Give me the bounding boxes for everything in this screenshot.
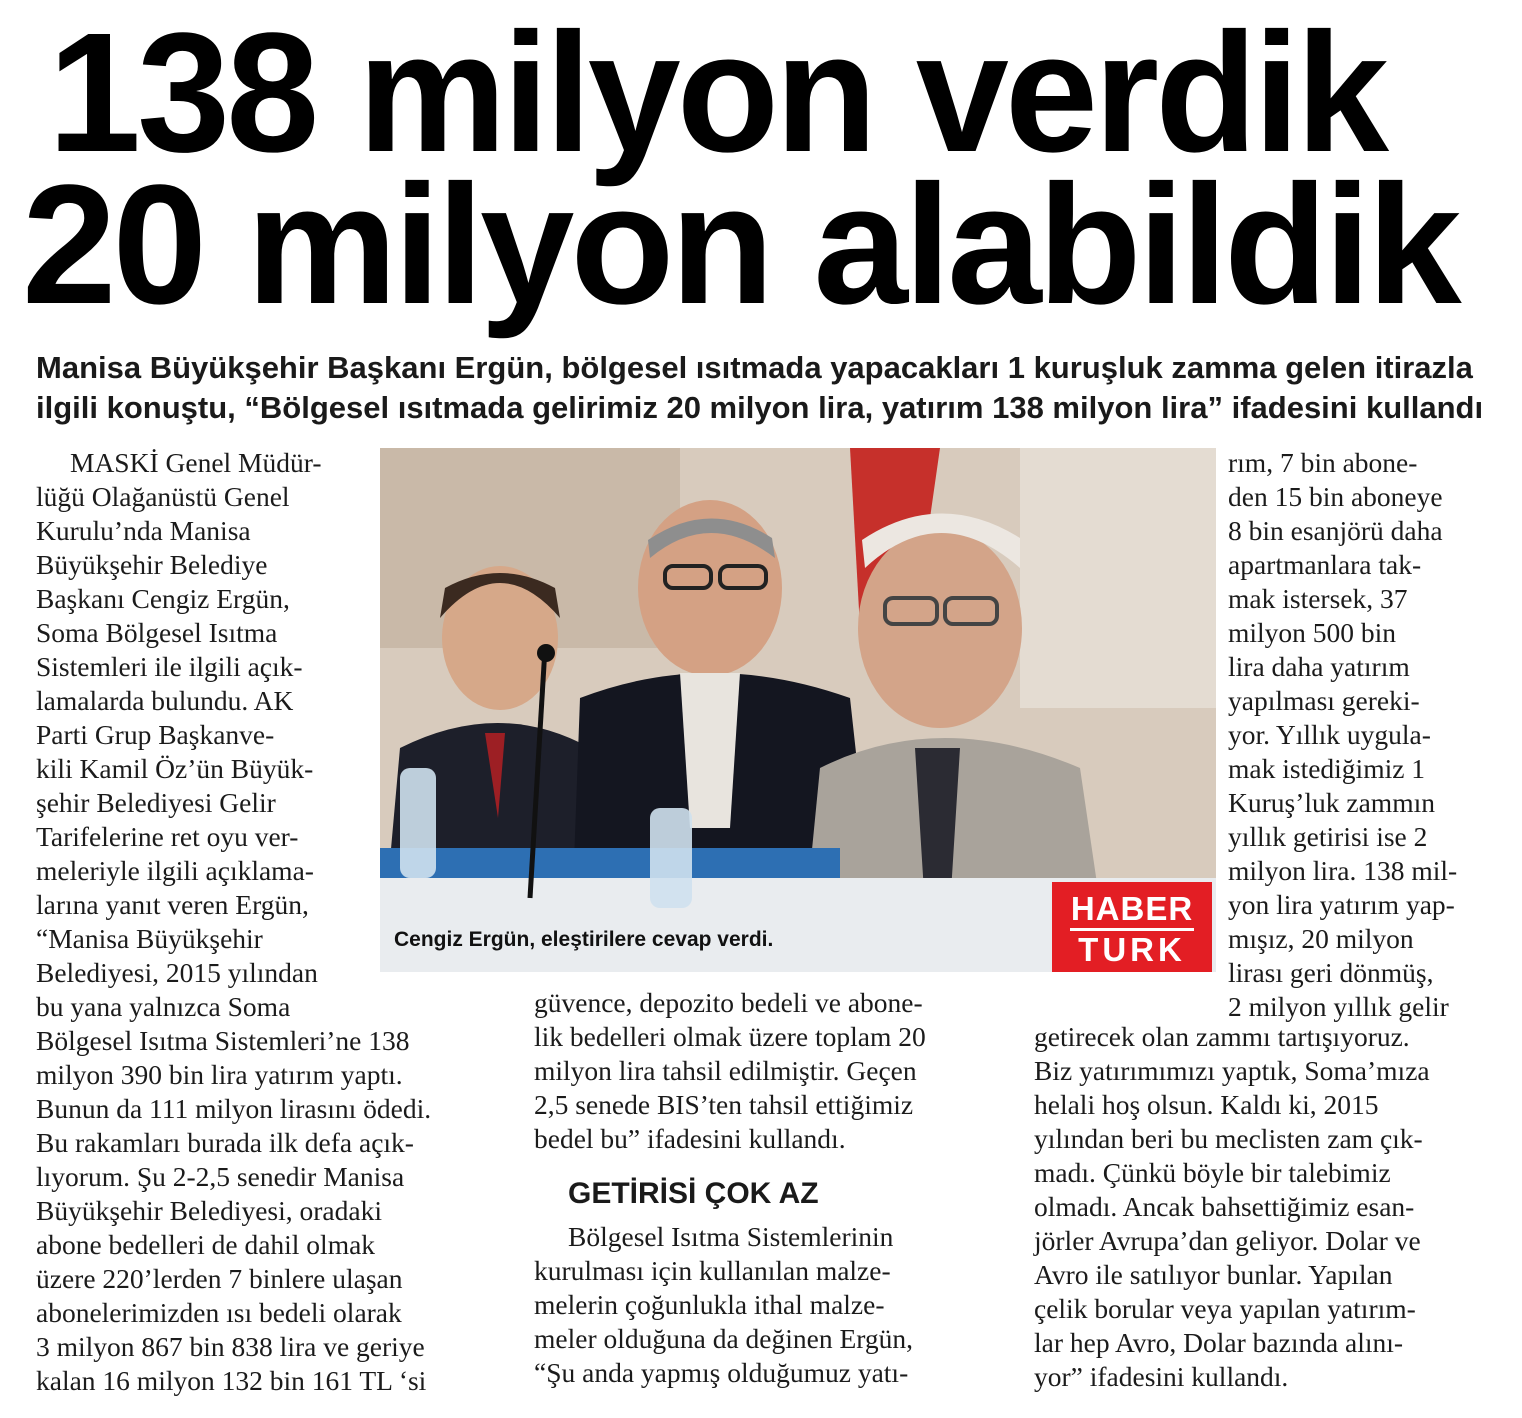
article-line: larına yanıt veren Ergün, [36,889,309,920]
article-line: yor. Yıllık uygula- [1228,719,1431,750]
article-line: yılından beri bu meclisten zam çık- [1034,1123,1423,1154]
article-line: milyon 390 bin lira yatırım yaptı. [36,1059,403,1090]
article-line: Büyükşehir Belediyesi, oradaki [36,1195,382,1226]
article-line: Biz yatırımımızı yaptık, Soma’mıza [1034,1055,1430,1086]
article-line: Avro ile satılıyor bunlar. Yapılan [1034,1259,1393,1290]
article-line: apartmanlara tak- [1228,549,1422,580]
article-line: meleriyle ilgili açıklama- [36,855,314,886]
article-line: Bu rakamları burada ilk defa açık- [36,1127,414,1158]
article-line: lirası geri dönmüş, [1228,957,1434,988]
article-line: jörler Avrupa’dan geliyor. Dolar ve [1034,1225,1421,1256]
article-line: “Şu anda yapmış olduğumuz yatı- [534,1357,909,1388]
news-photo [380,448,1216,972]
article-line: Başkanı Cengiz Ergün, [36,583,290,614]
article-line: yon lira yatırım yap- [1228,889,1455,920]
article-line: 8 bin esanjörü daha [1228,515,1443,546]
article-line: Kurulu’nda Manisa [36,515,251,546]
deck-line-1: Manisa Büyükşehir Başkanı Ergün, bölgesel ısıtmada yapacakları 1 kuruşluk zamma gelen itirazla [36,350,1473,385]
article-line: rım, 7 bin abone- [1228,447,1418,478]
article-line: abone bedelleri de dahil olmak [36,1229,376,1260]
section-subheading: GETİRİSİ ÇOK AZ [568,1177,819,1210]
article-line: milyon lira. 138 mil- [1228,855,1458,886]
article-line: milyon lira tahsil edilmiştir. Geçen [534,1055,917,1086]
article-line: Bunun da 111 milyon lirasını ödedi. [36,1093,432,1124]
haberturk-logo [1052,882,1212,972]
article-line: Sistemleri ile ilgili açık- [36,651,303,682]
article-line: şehir Belediyesi Gelir [36,787,276,818]
article-line: Soma Bölgesel Isıtma [36,617,278,648]
article-line: MASKİ Genel Müdür- [70,447,322,478]
logo-top-text: HABER [1070,890,1194,927]
article-line: Belediyesi, 2015 yılından [36,957,318,988]
article-line: Büyükşehir Belediye [36,549,268,580]
article-line: kurulması için kullanılan malze- [534,1255,891,1286]
article-line: mışız, 20 milyon [1228,923,1414,954]
article-line: üzere 220’lerden 7 binlere ulaşan [36,1263,403,1294]
article-line: yor” ifadesini kullandı. [1034,1361,1289,1392]
logo-bottom-text: TURK [1078,931,1186,968]
article-line: lüğü Olağanüstü Genel [36,481,290,512]
deck-line-2: ilgili konuştu, “Bölgesel ısıtmada gelirimiz 20 milyon lira, yatırım 138 milyon lira” ifadesini kullandı [36,390,1484,425]
article-line: milyon 500 bin [1228,617,1397,648]
article-line: den 15 bin aboneye [1228,481,1443,512]
article-line: abonelerimizden ısı bedeli olarak [36,1297,402,1328]
headline-line-1: 138 milyon verdik [48,0,1386,188]
article-line: madı. Çünkü böyle bir talebimiz [1034,1157,1391,1188]
article-line: kalan 16 milyon 132 bin 161 TL ‘si [36,1365,427,1396]
article-line: güvence, depozito bedeli ve abone- [534,987,923,1018]
article-line: kili Kamil Öz’ün Büyük- [36,753,314,784]
article-line: çelik borular veya yapılan yatırım- [1034,1293,1416,1324]
article-column-3-bottom [1034,1020,1514,1394]
article-column-3-top [1228,446,1518,1024]
article-line: meler olduğuna da değinen Ergün, [534,1323,914,1354]
headline-line-2: 20 milyon alabildik [22,150,1458,340]
article-line: mak istediğimiz 1 [1228,753,1426,784]
article-line: lıyorum. Şu 2-2,5 senedir Manisa [36,1161,405,1192]
article-line: bedel bu” ifadesini kullandı. [534,1123,846,1154]
article-column-2-bottom [534,1220,1004,1390]
article-line: lar hep Avro, Dolar bazında alını- [1034,1327,1404,1358]
article-line: “Manisa Büyükşehir [36,923,263,954]
article-line: mak istersek, 37 [1228,583,1408,614]
article-line: bu yana yalnızca Soma [36,991,291,1022]
article-line: getirecek olan zammı tartışıyoruz. [1034,1021,1410,1052]
article-line: yıllık getirisi ise 2 [1228,821,1428,852]
article-line: 3 milyon 867 bin 838 lira ve geriye [36,1331,425,1362]
article-line: lik bedelleri olmak üzere toplam 20 [534,1021,926,1052]
article-column-2-top [534,986,1004,1156]
article-line: olmadı. Ancak bahsettiğimiz esan- [1034,1191,1415,1222]
article-line: Parti Grup Başkanve- [36,719,275,750]
photo-caption: Cengiz Ergün, eleştirilere cevap verdi. [394,928,774,951]
article-line: Kuruş’luk zammın [1228,787,1435,818]
article-line: Bölgesel Isıtma Sistemlerinin [568,1221,894,1252]
article-line: Tarifelerine ret oyu ver- [36,821,299,852]
article-line: melerin çoğunlukla ithal malze- [534,1289,885,1320]
article-line: 2,5 senede BIS’ten tahsil ettiğimiz [534,1089,914,1120]
article-line: lira daha yatırım [1228,651,1410,682]
article-line: helali hoş olsun. Kaldı ki, 2015 [1034,1089,1379,1120]
article-line: lamalarda bulundu. AK [36,685,294,716]
article-line: Bölgesel Isıtma Sistemleri’ne 138 [36,1025,410,1056]
article-line: 2 milyon yıllık gelir [1228,991,1449,1022]
article-line: yapılması gereki- [1228,685,1420,716]
